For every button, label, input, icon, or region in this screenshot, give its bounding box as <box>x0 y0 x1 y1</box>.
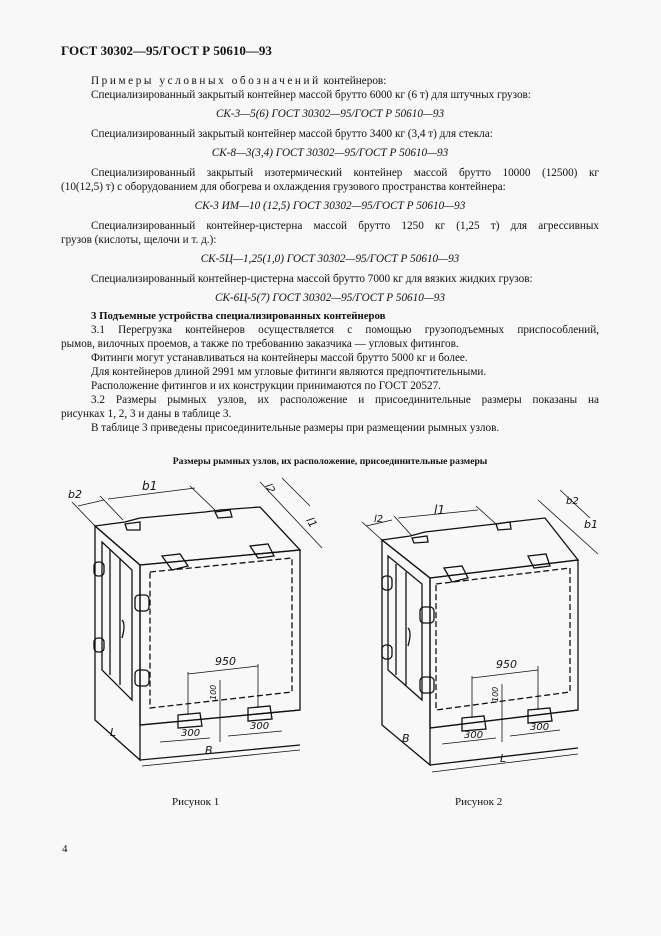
label-L: L <box>110 726 117 739</box>
document-header: ГОСТ 30302—95/ГОСТ Р 50610—93 <box>61 43 272 58</box>
figure-1-container-drawing <box>60 470 340 770</box>
section-3-line-5: Расположение фитингов и их конструкции принимаются по ГОСТ 20527. <box>91 380 441 392</box>
example-4-text-line-1: Специализированный контейнер-цистерна массой брутто 1250 кг (1,25 т) для агрессивных <box>91 220 599 232</box>
label-l1: l1 <box>434 503 445 517</box>
section-3-line-2: рымов, вилочных проемов, а также по требованию заказчика — угловых фитингов. <box>61 338 459 350</box>
section-3-heading: 3 Подъемные устройства специализированных контейнеров <box>91 310 386 322</box>
label-b2: b2 <box>68 488 82 501</box>
section-3-line-4: Для контейнеров длиной 2991 мм угловые фитинги являются предпочтительными. <box>91 366 487 378</box>
example-5-text: Специализированный контейнер-цистерна массой брутто 7000 кг для вязких жидких грузов: <box>91 273 533 285</box>
label-300-right: 300 <box>530 722 550 733</box>
section-3-line-7: рисунках 1, 2, 3 и даны в таблице 3. <box>61 408 232 420</box>
label-l1: l1 <box>303 515 320 531</box>
label-300-left: 300 <box>181 728 201 739</box>
section-3-line-3: Фитинги могут устанавливаться на контейнеры массой брутто 5000 кг и более. <box>91 352 468 364</box>
example-3-designation: СК-3 ИМ—10 (12,5) ГОСТ 30302—95/ГОСТ Р 50610—93 <box>194 200 466 212</box>
label-300-left: 300 <box>464 730 484 741</box>
label-b2: b2 <box>566 496 579 507</box>
section-3-line-1: 3.1 Перегрузка контейнеров осуществляется с помощью грузоподъемных приспособлений, <box>91 324 599 336</box>
example-5-designation: СК-6Ц-5(7) ГОСТ 30302—95/ГОСТ Р 50610—93 <box>215 292 445 304</box>
label-b1: b1 <box>142 479 158 493</box>
label-950: 950 <box>215 655 236 668</box>
figure-1-caption: Рисунок 1 <box>172 796 220 808</box>
label-B: B <box>402 732 410 745</box>
label-l2: l2 <box>374 514 384 525</box>
label-L: L <box>500 752 507 765</box>
example-2-text: Специализированный закрытый контейнер массой брутто 3400 кг (3,4 т) для стекла: <box>91 128 493 140</box>
example-2-designation: СК-8—3(3,4) ГОСТ 30302—95/ГОСТ Р 50610—93 <box>211 147 449 159</box>
figure-2-caption: Рисунок 2 <box>455 796 503 808</box>
example-4-designation: СК-5Ц—1,25(1,0) ГОСТ 30302—95/ГОСТ Р 50610—93 <box>200 253 460 265</box>
example-3-text-line-1: Специализированный закрытый изотермический контейнер массой брутто 10000 (12500) кг <box>91 167 599 179</box>
label-B: B <box>205 744 213 757</box>
section-3-line-8: В таблице 3 приведены присоединительные размеры при размещении рымных узлов. <box>91 422 500 434</box>
examples-heading: Примеры условных обозначений контейнеров: <box>91 75 387 87</box>
label-100: 100 <box>491 686 500 702</box>
label-100: 100 <box>209 684 218 700</box>
example-1-designation: СК-3—5(6) ГОСТ 30302—95/ГОСТ Р 50610—93 <box>215 108 445 120</box>
section-3-line-6: 3.2 Размеры рымных узлов, их расположение и присоединительные размеры показаны на <box>91 394 599 406</box>
example-4-text-line-2: грузов (кислоты, щелочи и т. д.): <box>61 234 217 246</box>
example-1-text: Специализированный закрытый контейнер массой брутто 6000 кг (6 т) для штучных грузов: <box>91 89 531 101</box>
figures-title: Размеры рымных узлов, их расположение, присоединительные размеры <box>172 456 488 467</box>
label-b1: b1 <box>584 518 598 531</box>
label-950: 950 <box>496 658 517 671</box>
page-number: 4 <box>62 843 68 855</box>
label-300-right: 300 <box>250 721 270 732</box>
figure-2-container-drawing <box>350 480 610 780</box>
label-l2: l2 <box>262 482 277 496</box>
example-3-text-line-2: (10(12,5) т) с оборудованием для обогрева и охлаждения грузового пространства контейнера: <box>61 181 506 193</box>
